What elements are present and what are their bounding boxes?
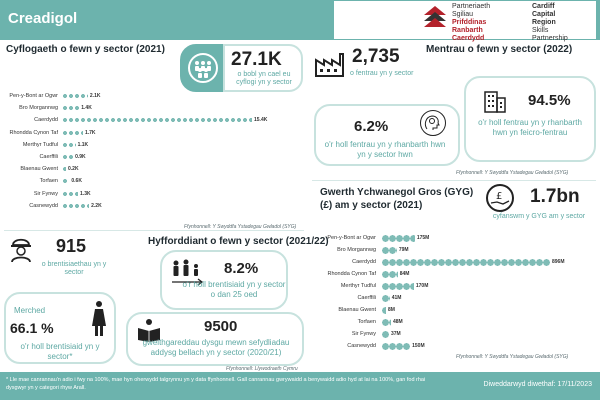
employment-row	[4, 104, 304, 114]
employment-category-label: Torfaen	[39, 178, 58, 185]
employment-category-label: Casnewydd	[29, 202, 58, 209]
factory-icon	[312, 48, 346, 80]
employment-value-label: 1.1K	[77, 141, 89, 148]
young-apprentices-pct: 8.2%	[224, 260, 259, 277]
employment-bar	[62, 203, 89, 211]
employment-value-label: 2.1K	[89, 93, 101, 99]
logo-welsh-text: Partneriaeth Sgiliau Prifddinas Ranbarth Caerdydd	[452, 3, 491, 42]
employment-row	[4, 92, 304, 102]
employment-row	[4, 177, 304, 187]
employment-category-label: Pen-y-Bont ar Ogwr	[9, 93, 58, 99]
business-total: 2,735	[352, 46, 400, 67]
gva-category-label: Caerffili	[357, 295, 376, 301]
employment-bar	[62, 154, 73, 162]
employment-row	[4, 190, 304, 200]
employment-row	[4, 141, 304, 151]
worker-helmet-icon	[8, 234, 34, 262]
gva-value-label: 48M	[393, 319, 403, 325]
gva-value-label: 8M	[388, 307, 395, 313]
business-pct1: 6.2%	[354, 118, 389, 135]
idea-head-icon	[420, 110, 446, 136]
employment-title: Cyflogaeth o fewn y sector (2021)	[6, 44, 165, 55]
gva-bar	[382, 319, 391, 326]
women-pct: 66.1 %	[10, 320, 54, 336]
learning-sub: gweithgareddau dysgu mewn sefydliadau addysg bellach yn y sector (2020/21)	[142, 338, 290, 357]
gva-value-label: 84M	[399, 271, 410, 277]
gva-category-label: Rhondda Cynon Taf	[327, 271, 376, 277]
women-apprentices-card	[4, 292, 116, 364]
employment-sub: o bobl yn cael eu cyflogi yn y sector	[236, 71, 292, 86]
gva-chart	[312, 234, 600, 364]
gva-bar	[382, 235, 415, 242]
training-title: Hyfforddiant o fewn y sector (2021/22)	[148, 236, 329, 247]
employment-bar	[62, 166, 66, 174]
employment-chart	[4, 92, 304, 222]
gva-bar	[382, 271, 398, 278]
gva-value-label: 79M	[398, 247, 409, 253]
business-pct1-sub: o'r holl fentrau yn y rhanbarth hwn yn y sector hwn	[324, 140, 446, 159]
gva-bar	[382, 307, 386, 314]
page-title: Creadigol	[8, 10, 78, 27]
gva-bar	[382, 295, 390, 302]
gva-value-label: 150M	[412, 343, 425, 349]
gva-bar	[382, 283, 414, 290]
employment-row	[4, 165, 304, 175]
header-bar	[0, 0, 600, 40]
footer-bar	[0, 372, 600, 400]
gva-row	[312, 306, 600, 316]
gva-total: 1.7bn	[530, 186, 580, 207]
gva-value-label: 170M	[415, 283, 429, 289]
employment-category-label: Blaenau Gwent	[20, 166, 58, 173]
gva-row	[312, 270, 600, 280]
gva-category-label: Torfaen	[357, 319, 376, 325]
gva-category-label: Caerdydd	[352, 259, 376, 265]
employment-category-label: Caerffili	[39, 154, 58, 160]
employment-value-label: 0.9K	[75, 154, 86, 160]
employment-bar	[62, 93, 88, 101]
svg-text:£: £	[496, 191, 503, 202]
business-pct-card	[314, 104, 460, 166]
employment-bar	[62, 191, 78, 199]
woman-icon	[90, 300, 108, 338]
gva-source: Ffynhonnell: Y Swyddfa Ystadegau Gwladol (SYG)	[456, 354, 569, 360]
gva-bar	[382, 331, 389, 338]
employment-row	[4, 116, 304, 126]
employment-value-label: 2.2K	[91, 202, 102, 209]
people-group-icon	[188, 53, 218, 83]
employment-value-label: 1.4K	[81, 105, 92, 112]
money-hand-icon	[486, 184, 514, 212]
employment-category-label: Sir Fynwy	[33, 190, 58, 197]
gva-bar	[382, 259, 550, 266]
gva-category-label: Merthyr Tudful	[340, 283, 376, 289]
gva-bar	[382, 343, 410, 350]
gva-row	[312, 282, 600, 292]
employment-category-label: Bro Morgannwg	[19, 105, 58, 112]
section-divider-left	[4, 230, 304, 231]
employment-kpi-text	[223, 44, 303, 92]
gva-value-label: 41M	[391, 295, 402, 301]
employment-value-label: 0.6K	[71, 178, 82, 185]
gva-category-label: Sir Fynwy	[351, 331, 376, 337]
gva-category-label: Casnewydd	[347, 343, 376, 349]
gva-category-label: Blaenau Gwent	[338, 307, 376, 313]
employment-value-label: 0.2K	[68, 166, 79, 173]
employment-bar	[62, 178, 69, 186]
employment-bar	[62, 117, 252, 125]
business-sub: o fentrau yn y sector	[350, 70, 414, 77]
section-divider	[312, 180, 596, 181]
employment-category-label: Rhondda Cynon Taf	[9, 129, 58, 136]
partnership-logo	[334, 1, 596, 42]
employment-source: Ffynhonnell: Y Swyddfa Ystadegau Gwladol (SYG)	[184, 224, 297, 230]
gva-row	[312, 318, 600, 328]
business-source: Ffynhonnell: Y Swyddfa Ystadegau Gwladol (SYG)	[456, 170, 569, 176]
gva-category-label: Bro Morgannwg	[337, 247, 376, 253]
employment-row	[4, 153, 304, 163]
logo-english-text: Cardiff Capital Region Skills Partnership	[532, 3, 568, 42]
business-title: Mentrau o fewn y sector (2022)	[426, 44, 573, 55]
women-label: Merched	[14, 306, 46, 315]
employment-value-label: 1.7K	[84, 129, 96, 136]
employment-category-label: Merthyr Tudful	[22, 141, 58, 148]
employment-total: 27.1K	[231, 49, 282, 70]
employment-value-label: 15.4K	[254, 117, 268, 124]
employment-bar	[62, 130, 83, 138]
last-updated: Diweddarwyd diwethaf: 17/11/2023	[483, 381, 592, 388]
gva-sub: cyfanswm y GYG am y sector	[492, 213, 586, 220]
gva-value-label: 175M	[416, 235, 430, 241]
footnote: * Lle mae canrannau'n adio i fwy na 100%, mae hyn oherwydd talgrynnu yn y data ffynhonnell. Gall canrannau gwrywaidd a benywaidd adio hyd at lai na 100%, gan fod rhai dysgwyr yn y categori rhyw Arall.	[6, 377, 426, 391]
building-icon	[482, 88, 508, 114]
employment-bar	[62, 142, 76, 150]
gva-row	[312, 294, 600, 304]
young-apprentices-sub: o'r holl brentisiaid yn y sector o dan 25 oed	[182, 280, 286, 299]
employment-value-label: 1.3K	[80, 190, 91, 197]
gva-row	[312, 258, 600, 268]
gva-category-label: Pen-y-Bont ar Ogwr	[327, 235, 376, 241]
logo-mark-icon	[422, 3, 448, 35]
gva-row	[312, 246, 600, 256]
employment-category-label: Caerdydd	[34, 117, 58, 124]
learning-activities-card	[126, 312, 304, 366]
employment-row	[4, 202, 304, 212]
employment-bar	[62, 105, 79, 113]
gva-bar	[382, 247, 397, 254]
apprentices-sub: o brentisiaethau yn y sector	[41, 261, 107, 276]
business-pct2: 94.5%	[528, 92, 571, 109]
gva-value-label: 896M	[552, 259, 565, 265]
women-sub: o'r holl brentisiaid yn y sector*	[20, 342, 100, 361]
gva-row	[312, 330, 600, 340]
gva-value-label: 37M	[390, 331, 401, 337]
gva-title: Gwerth Ychwanegol Gros (GYG) (£) am y sector (2021)	[320, 187, 474, 211]
micro-business-card	[464, 76, 596, 162]
business-pct2-sub: o'r holl fentrau yn y rhanbarth hwn yn feicro-fentrau	[478, 118, 582, 137]
apprentices-total: 915	[56, 236, 87, 256]
gva-row	[312, 234, 600, 244]
young-apprentices-card	[160, 250, 288, 310]
learning-total: 9500	[204, 318, 238, 335]
employment-row	[4, 129, 304, 139]
gva-row	[312, 342, 600, 352]
training-source: Ffynhonnell: Llywodraeth Cymru	[226, 366, 298, 372]
